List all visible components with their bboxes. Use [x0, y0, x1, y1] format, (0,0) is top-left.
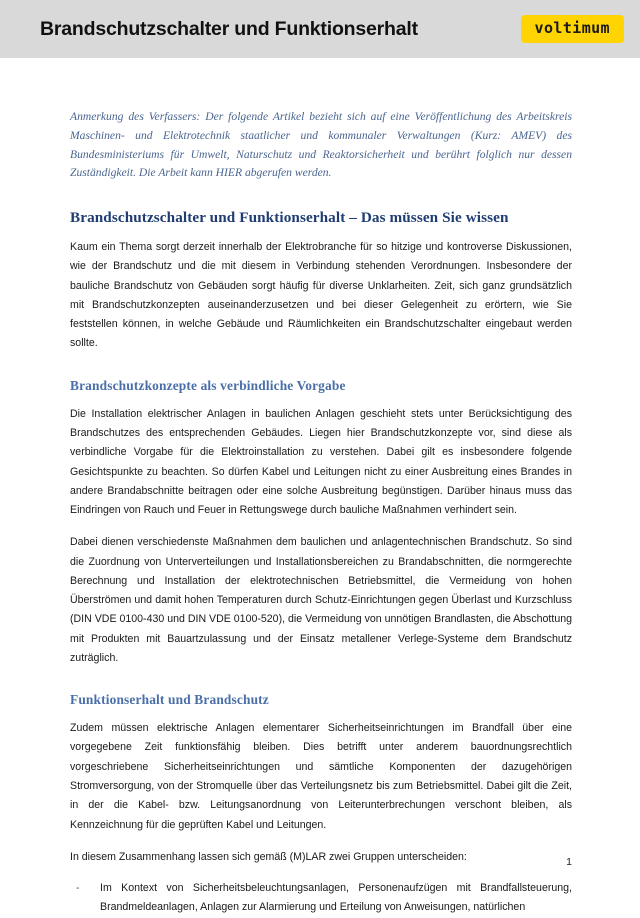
section-paragraph: Zudem müssen elektrische Anlagen elementarer Sicherheitseinrichtungen im Brandfall über eine vorgegebene Zeit funktionsfähig bleiben. Dies betrifft unter anderem bauordnungsrechtlich vorgeschriebene Sicherheitseinrichtungen und sämtliche Komponenten der dazugehörigen Stromversorgung, von der Stromquelle über das Verteilungsnetz bis zum Betriebsmittel. Dabei gilt die Zeit, in der die Kabel- bzw. Leitungsanordnung von Leiterunterbrechungen verschont bleiben, als Kennzeichnung für die geprüften Kabel und Leitungen.	[70, 722, 572, 831]
authors-note: Anmerkung des Verfassers: Der folgende Artikel bezieht sich auf eine Veröffentlichung des Arbeitskreis Maschinen- und Elektrotechnik staatlicher und kommunaler Verwaltungen (Kurz: AMEV) des Bundesministeriums für Umwelt, Naturschutz und Reaktorsicherheit und berührt folglich nur dessen Zuständigkeit. Die Arbeit kann HIER abgerufen werden.	[70, 110, 572, 180]
section-heading-funktionserhalt: Funktionserhalt und Brandschutz	[70, 692, 269, 708]
section-paragraph: Dabei dienen verschiedenste Maßnahmen dem baulichen und anlagentechnischen Brandschutz. So sind die Zuordnung von Unterverteilungen und Installationsbereichen zu Brandabschnitten, die normgerechte Berechnung und Installation der elektrotechnischen Betriebsmittel, die Vermeidung von hohen Überströmen und damit hohen Temperaturen durch Schutz-Einrichtungen gegen Überlast und Kurzschluss (DIN VDE 0100-430 und DIN VDE 0100-520), die Vermeidung von unnötigen Brandlasten, die Abschottung mit Produkten mit Bauartzulassung und der Einsatz metallener Verlege-Systeme dem Brandschutz zuträglich.	[70, 536, 572, 664]
voltimum-logo: voltimum	[521, 15, 624, 43]
document-header	[0, 0, 640, 58]
page-number: 1	[566, 856, 572, 868]
article-title: Brandschutzschalter und Funktionserhalt – Das müssen Sie wissen	[70, 209, 509, 227]
section-heading-brandschutzkonzepte: Brandschutzkonzepte als verbindliche Vorgabe	[70, 377, 346, 393]
page-title: Brandschutzschalter und Funktionserhalt	[40, 17, 418, 40]
bullet-list	[70, 879, 572, 918]
list-item	[70, 879, 572, 918]
list-item-text: Im Kontext von Sicherheitsbeleuchtungsanlagen, Personenaufzügen mit Brandfallsteuerung, Brandmeldeanlagen, Anlagen zur Alarmierung und Erteilung von Anweisungen, natürlichen	[100, 882, 572, 914]
document-page	[0, 58, 640, 914]
section-paragraph: In diesem Zusammenhang lassen sich gemäß (M)LAR zwei Gruppen unterscheiden:	[70, 850, 467, 863]
list-marker: -	[76, 882, 80, 895]
section-paragraph: Die Installation elektrischer Anlagen in baulichen Anlagen geschieht stets unter Berücksichtigung des Brandschutzes des entsprechenden Gebäudes. Liegen hier Brandschutzkonzepte vor, sind diese als verbindliche Vorgabe für die Elektroinstallation zu verstehen. Dabei gilt es insbesondere folgende Gesichtspunkte zu beachten. So dürfen Kabel und Leitungen nicht zu einer Ausbreitung eines Brandes in andere Brandabschnitte beitragen oder eine solche Ausbreitung begünstigen. Darüber hinaus muss das Eindringen von Rauch und Feuer in Rettungswege durch bauliche Maßnahmen verhindert sein.	[70, 407, 572, 517]
intro-paragraph: Kaum ein Thema sorgt derzeit innerhalb der Elektrobranche für so hitzige und kontroverse Diskussionen, wie der Brandschutz und die mit diesem in Verbindung stehenden Verordnungen. Insbesondere der bauliche Brandschutz von Gebäuden sorgt häufig für diverse Unklarheiten. Zeit, sich ganz grundsätzlich mit Brandschutzkonzepten auseinanderzusetzen und bei dieser Gelegenheit zu erörtern, wie Sie feststellen können, in welche Gebäude und Räumlichkeiten ein Brandschutzschalter eingebaut werden sollte.	[70, 241, 572, 350]
